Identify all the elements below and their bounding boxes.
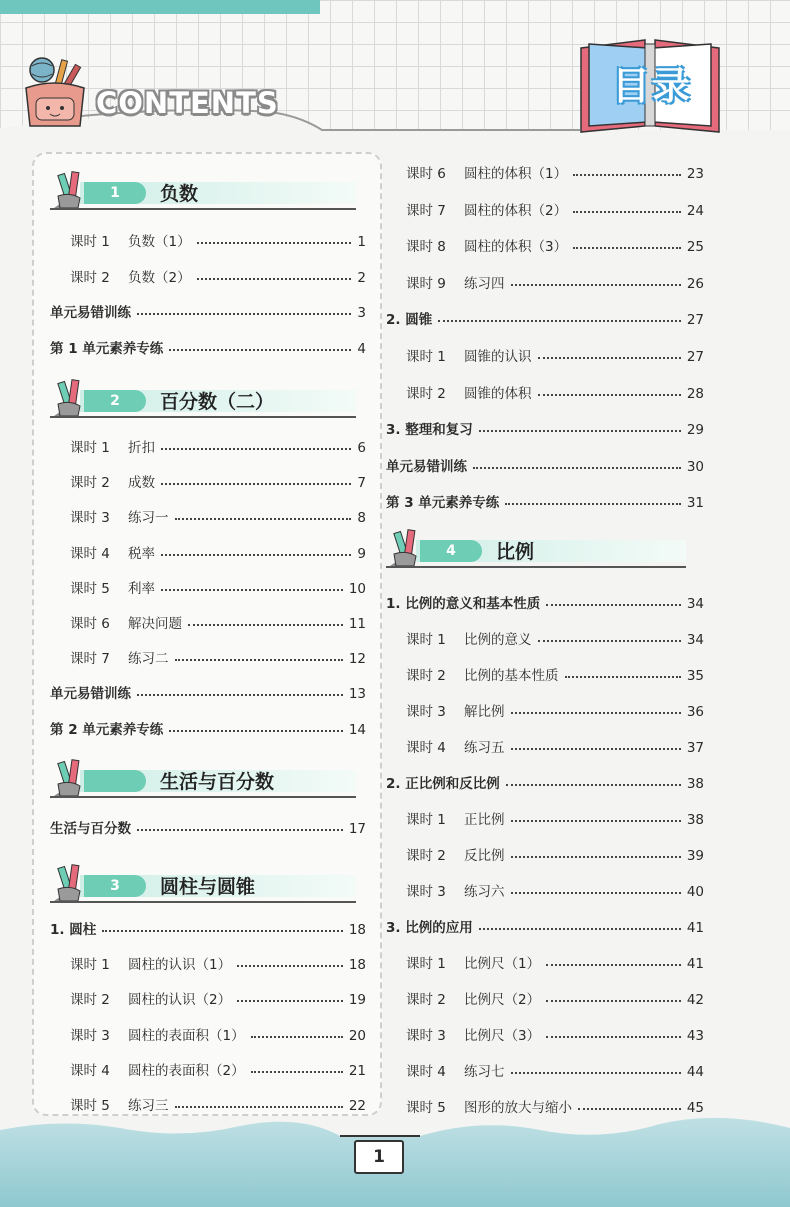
page-ref: 44: [686, 1064, 704, 1080]
toc-entry[interactable]: [386, 304, 704, 328]
lesson-number: 课时 4: [406, 1064, 446, 1080]
dot-leader: [161, 554, 351, 556]
toc-entry[interactable]: [406, 804, 704, 828]
toc-entry[interactable]: [50, 914, 366, 938]
lesson-number: 课时 3: [406, 704, 446, 720]
dot-leader: [565, 676, 681, 678]
lesson-number: 课时 3: [70, 510, 110, 527]
dot-leader: [197, 278, 352, 280]
entry-label: 比例的基本性质: [464, 668, 559, 684]
dot-leader: [479, 928, 681, 930]
entry-label: 成数: [128, 475, 155, 492]
dot-leader: [175, 1106, 343, 1108]
toc-entry[interactable]: [406, 660, 704, 684]
lesson-number: 课时 1: [70, 234, 110, 250]
unit-number-badge: 4: [420, 540, 482, 562]
toc-entry[interactable]: [70, 226, 366, 250]
page-ref: 38: [686, 776, 704, 792]
lesson-number: 课时 2: [70, 475, 110, 492]
toc-entry[interactable]: [386, 414, 704, 438]
entry-label: 单元易错训练: [386, 458, 467, 475]
page-ref: 34: [686, 596, 704, 612]
entry-label: 第 3 单元素养专练: [386, 495, 500, 512]
dot-leader: [511, 748, 681, 750]
toc-entry[interactable]: [70, 1055, 366, 1079]
entry-label: 负数（2）: [128, 269, 191, 286]
dot-leader: [511, 892, 681, 894]
entry-label: 练习四: [464, 275, 505, 292]
page-ref: 9: [357, 545, 366, 562]
entry-label: 圆锥的体积: [464, 385, 532, 402]
page-ref: 4: [357, 340, 366, 357]
page-ref: 23: [686, 166, 704, 182]
unit-number-badge: 1: [84, 182, 146, 204]
toc-entry[interactable]: [50, 297, 366, 321]
toc-entry[interactable]: [406, 840, 704, 864]
entry-label: 练习三: [128, 1098, 169, 1114]
unit-underline: [50, 208, 356, 210]
page-ref: 8: [357, 510, 366, 527]
page-ref: 3: [357, 305, 366, 321]
entry-label: 圆锥的认识: [464, 349, 532, 365]
mulu-title: 目录: [611, 64, 692, 108]
entry-label: 2. 正比例和反比例: [386, 776, 500, 792]
toc-entry[interactable]: [406, 732, 704, 756]
page-ref: 31: [686, 495, 704, 512]
lesson-number: 课时 7: [406, 202, 446, 219]
dot-leader: [169, 730, 343, 732]
dot-leader: [161, 483, 351, 485]
entry-label: 2. 圆锥: [386, 312, 433, 329]
unit-header-life[interactable]: [50, 758, 356, 798]
dot-leader: [175, 518, 352, 520]
toc-entry[interactable]: [406, 231, 704, 255]
entry-label: 3. 整理和复习: [386, 422, 473, 439]
lesson-number: 课时 3: [406, 1028, 446, 1044]
unit-underline: [386, 566, 686, 568]
lesson-number: 课时 2: [70, 992, 110, 1009]
page-ref: 18: [348, 922, 366, 938]
unit-number-badge: [84, 770, 146, 792]
dot-leader: [479, 430, 681, 432]
dot-leader: [546, 1000, 681, 1002]
page-ref: 14: [348, 721, 366, 738]
entry-label: 税率: [128, 545, 155, 562]
toc-entry[interactable]: [406, 158, 704, 182]
dot-leader: [546, 1036, 681, 1038]
unit-header-1[interactable]: [50, 170, 356, 210]
page-ref: 34: [686, 632, 704, 648]
lesson-number: 课时 4: [406, 740, 446, 756]
lesson-number: 课时 2: [406, 668, 446, 684]
toc-entry[interactable]: [70, 949, 366, 973]
unit-number-badge: 3: [84, 875, 146, 897]
dot-leader: [505, 503, 681, 505]
page-ref: 41: [686, 920, 704, 936]
toc-entry[interactable]: [70, 643, 366, 667]
dot-leader: [573, 247, 681, 249]
toc-entry[interactable]: [70, 1020, 366, 1044]
unit-title: 比例: [496, 541, 535, 563]
toc-entry[interactable]: [70, 984, 366, 1008]
page-ref: 40: [686, 884, 704, 900]
entry-label: 解比例: [464, 704, 505, 720]
dot-leader: [161, 589, 343, 591]
entry-label: 圆柱的体积（2）: [464, 202, 568, 219]
page-ref: 6: [357, 440, 366, 456]
lesson-number: 课时 5: [406, 1100, 446, 1116]
page-ref: 38: [686, 812, 704, 828]
page-ref: 17: [348, 821, 366, 837]
dot-leader: [137, 694, 343, 696]
page-ref: 36: [686, 704, 704, 720]
entry-label: 圆柱的体积（1）: [464, 166, 568, 182]
entry-label: 比例尺（3）: [464, 1028, 541, 1044]
page-ref: 28: [686, 385, 704, 402]
entry-label: 3. 比例的应用: [386, 920, 473, 936]
lesson-number: 课时 6: [406, 166, 446, 182]
page-ref: 25: [686, 239, 704, 256]
page-ref: 21: [348, 1062, 366, 1079]
unit-underline: [50, 416, 356, 418]
toc-entry[interactable]: [406, 984, 704, 1008]
entry-label: 解决问题: [128, 616, 182, 632]
dot-leader: [237, 1000, 343, 1002]
toc-entry[interactable]: [50, 333, 366, 357]
dot-leader: [538, 640, 681, 642]
dot-leader: [506, 784, 681, 786]
lesson-number: 课时 5: [70, 580, 110, 597]
entry-label: 圆柱的表面积（1）: [128, 1027, 245, 1044]
dot-leader: [538, 394, 681, 396]
lesson-number: 课时 2: [406, 848, 446, 864]
lesson-number: 课时 3: [70, 1027, 110, 1044]
page-ref: 2: [357, 269, 366, 286]
entry-label: 比例尺（1）: [464, 956, 541, 972]
lesson-number: 课时 4: [70, 545, 110, 562]
entry-label: 比例尺（2）: [464, 992, 541, 1008]
dot-leader: [137, 829, 343, 831]
page-ref: 10: [348, 580, 366, 597]
page-ref: 11: [348, 616, 366, 632]
page-ref: 42: [686, 992, 704, 1008]
entry-label: 圆柱的认识（2）: [128, 992, 232, 1009]
entry-label: 1. 比例的意义和基本性质: [386, 596, 541, 612]
dot-leader: [511, 856, 681, 858]
dot-leader: [237, 965, 343, 967]
dot-leader: [251, 1036, 343, 1038]
toc-entry[interactable]: [70, 467, 366, 491]
lesson-number: 课时 5: [70, 1098, 110, 1114]
unit-title: 生活与百分数: [160, 771, 275, 793]
page-ref: 39: [686, 848, 704, 864]
lesson-number: 课时 3: [406, 884, 446, 900]
page-ref: 30: [686, 458, 704, 475]
entry-label: 第 1 单元素养专练: [50, 340, 164, 357]
lesson-number: 课时 2: [406, 385, 446, 402]
top-teal-band: [0, 0, 320, 14]
unit-underline: [50, 901, 356, 903]
dot-leader: [175, 659, 343, 661]
page-ref: 27: [686, 349, 704, 365]
unit-title: 负数: [160, 183, 199, 205]
toc-entry[interactable]: [50, 678, 366, 702]
dot-leader: [573, 211, 681, 213]
lesson-number: 课时 6: [70, 616, 110, 632]
lesson-number: 课时 2: [406, 992, 446, 1008]
page-ref: 29: [686, 422, 704, 439]
page-ref: 37: [686, 740, 704, 756]
toc-entry[interactable]: [406, 948, 704, 972]
unit-title: 百分数（二）: [160, 391, 275, 413]
lesson-number: 课时 1: [406, 812, 446, 828]
entry-label: 负数（1）: [128, 234, 191, 250]
dot-leader: [511, 820, 681, 822]
dot-leader: [188, 624, 343, 626]
toc-entry[interactable]: [70, 432, 366, 456]
unit-underline: [50, 796, 356, 798]
page-ref: 7: [357, 475, 366, 492]
schoolbag-mascot-icon: [18, 54, 92, 130]
toc-entry[interactable]: [406, 341, 704, 365]
entry-label: 单元易错训练: [50, 305, 131, 321]
dot-leader: [538, 357, 681, 359]
page-ref: 41: [686, 956, 704, 972]
page-ref: 35: [686, 668, 704, 684]
toc-entry[interactable]: [406, 624, 704, 648]
entry-label: 第 2 单元素养专练: [50, 721, 164, 738]
lesson-number: 课时 7: [70, 651, 110, 668]
page-ref: 18: [348, 957, 366, 974]
toc-entry[interactable]: [406, 876, 704, 900]
entry-label: 图形的放大与缩小: [464, 1100, 572, 1116]
dot-leader: [511, 712, 681, 714]
entry-label: 利率: [128, 580, 155, 597]
dot-leader: [137, 313, 351, 315]
toc-entry[interactable]: [406, 378, 704, 402]
dot-leader: [546, 604, 681, 606]
unit-number-badge: 2: [84, 390, 146, 412]
page-ref: 24: [686, 202, 704, 219]
page-ref: 1: [357, 234, 366, 250]
toc-entry[interactable]: [50, 813, 366, 837]
dot-leader: [546, 964, 681, 966]
entry-label: 折扣: [128, 440, 155, 456]
toc-entry[interactable]: [406, 268, 704, 292]
page-ref: 20: [348, 1027, 366, 1044]
page-ref: 45: [686, 1100, 704, 1116]
entry-label: 反比例: [464, 848, 505, 864]
toc-entry[interactable]: [406, 1056, 704, 1080]
unit-header-3[interactable]: [50, 863, 356, 903]
entry-label: 单元易错训练: [50, 686, 131, 703]
dot-leader: [102, 930, 343, 932]
lesson-number: 课时 4: [70, 1062, 110, 1079]
lesson-number: 课时 1: [406, 632, 446, 648]
entry-label: 练习五: [464, 740, 505, 756]
entry-label: 1. 圆柱: [50, 922, 97, 938]
page-ref: 43: [686, 1028, 704, 1044]
toc-entry[interactable]: [386, 768, 704, 792]
dot-leader: [511, 284, 681, 286]
entry-label: 圆柱的表面积（2）: [128, 1062, 245, 1079]
dot-leader: [438, 320, 681, 322]
entry-label: 比例的意义: [464, 632, 532, 648]
toc-entry[interactable]: [386, 912, 704, 936]
dot-leader: [573, 174, 681, 176]
toc-entry[interactable]: [70, 573, 366, 597]
toc-entry[interactable]: [406, 696, 704, 720]
unit-title: 圆柱与圆锥: [160, 876, 256, 898]
lesson-number: 课时 2: [70, 269, 110, 286]
dot-leader: [251, 1071, 343, 1073]
entry-label: 练习一: [128, 510, 169, 527]
lesson-number: 课时 1: [406, 956, 446, 972]
lesson-number: 课时 1: [70, 957, 110, 974]
unit-header-4[interactable]: [386, 528, 686, 568]
entry-label: 生活与百分数: [50, 821, 131, 837]
page-number: 1: [354, 1140, 404, 1174]
dot-leader: [161, 448, 351, 450]
contents-title: CONTENTS: [96, 86, 279, 120]
lesson-number: 课时 1: [406, 349, 446, 365]
toc-entry[interactable]: [70, 262, 366, 286]
entry-label: 正比例: [464, 812, 505, 828]
toc-entry[interactable]: [386, 588, 704, 612]
toc-entry[interactable]: [50, 714, 366, 738]
dot-leader: [169, 349, 351, 351]
entry-label: 练习七: [464, 1064, 505, 1080]
entry-label: 练习六: [464, 884, 505, 900]
toc-entry[interactable]: [70, 502, 366, 526]
dot-leader: [197, 242, 352, 244]
page-ref: 13: [348, 686, 366, 703]
page-ref: 19: [348, 992, 366, 1009]
toc-entry[interactable]: [386, 451, 704, 475]
toc-entry[interactable]: [70, 538, 366, 562]
dot-leader: [473, 467, 681, 469]
page-ref: 22: [348, 1098, 366, 1114]
lesson-number: 课时 9: [406, 275, 446, 292]
page-ref: 27: [686, 312, 704, 329]
entry-label: 圆柱的体积（3）: [464, 239, 568, 256]
entry-label: 圆柱的认识（1）: [128, 957, 232, 974]
toc-entry[interactable]: [406, 1020, 704, 1044]
dot-leader: [511, 1072, 681, 1074]
entry-label: 练习二: [128, 651, 169, 668]
unit-header-2[interactable]: [50, 378, 356, 418]
toc-entry[interactable]: [406, 195, 704, 219]
lesson-number: 课时 8: [406, 239, 446, 256]
toc-entry[interactable]: [70, 608, 366, 632]
lesson-number: 课时 1: [70, 440, 110, 456]
page-ref: 26: [686, 275, 704, 292]
page-ref: 12: [348, 651, 366, 668]
toc-entry[interactable]: [386, 487, 704, 511]
